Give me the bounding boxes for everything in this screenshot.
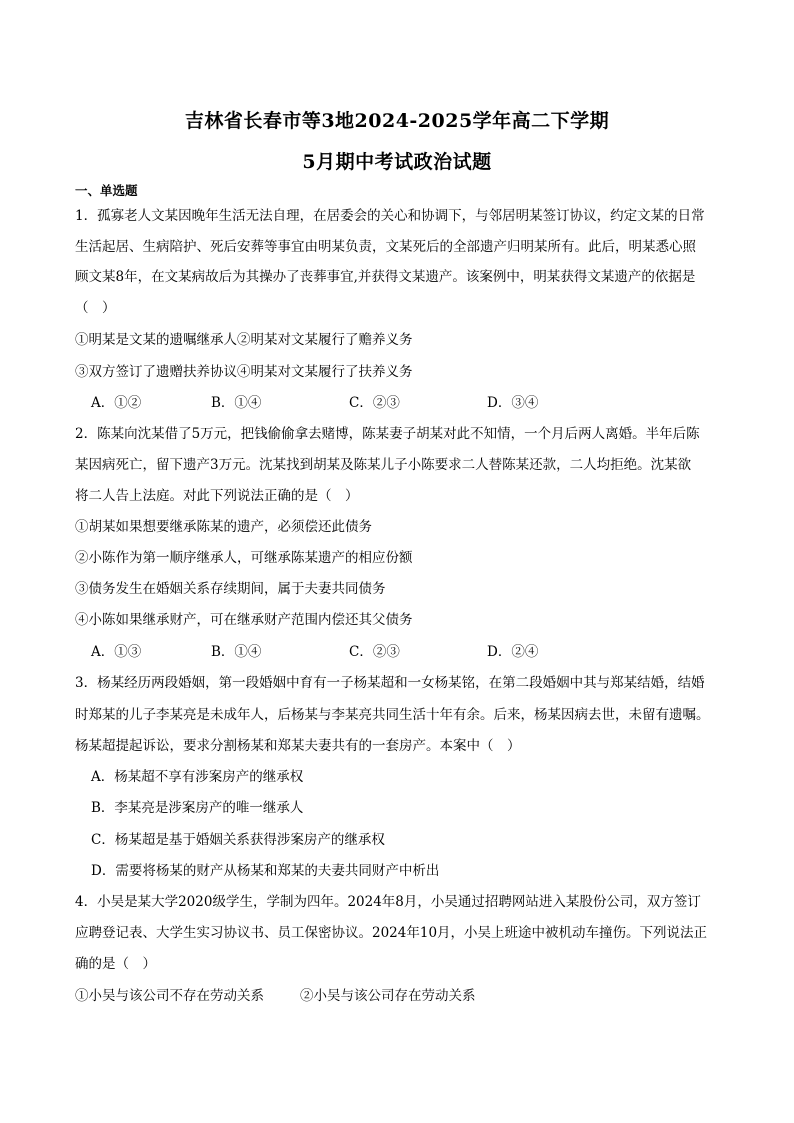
q1-stem-line: 顾文某8年，在文某病故后为其操办了丧葬事宜,并获得文某遗产。该案例中，明某获得文某遗产的依据是: [75, 269, 696, 285]
q1-option-c[interactable]: C．②③: [349, 395, 400, 411]
q2-stem-line: 某因病死亡，留下遗产3万元。沈某找到胡某及陈某儿子小陈要求二人替陈某还款，二人均拒绝。沈某欲: [75, 457, 692, 473]
q4-stem-line: 确的是（ ）: [75, 956, 156, 972]
q4-statement: ②小吴与该公司存在劳动关系: [300, 988, 476, 1004]
q3-option-a[interactable]: A．杨某超不享有涉案房产的继承权: [91, 769, 304, 785]
page-subtitle: 5月期中考试政治试题: [302, 151, 492, 173]
q4-stem-line: 4．小吴是某大学2020级学生，学制为四年。2024年8月，小吴通过招聘网站进入某股份公司，双方签订: [75, 894, 701, 910]
q2-option-b[interactable]: B．①④: [211, 644, 262, 660]
q3-option-d[interactable]: D．需要将杨某的财产从杨某和郑某的夫妻共同财产中析出: [91, 863, 440, 879]
q1-option-d[interactable]: D．③④: [487, 395, 539, 411]
q2-statement: ④小陈如果继承财产，可在继承财产范围内偿还其父债务: [75, 612, 413, 628]
q3-option-b[interactable]: B．李某亮是涉案房产的唯一继承人: [91, 800, 304, 816]
q3-stem-line: 时郑某的儿子李某亮是未成年人，后杨某与李某亮共同生活十年有余。后来，杨某因病去世，未留有遗嘱。: [75, 707, 710, 723]
q2-statement: ②小陈作为第一顺序继承人，可继承陈某遗产的相应份额: [75, 550, 413, 566]
section-heading: 一、单选题: [75, 183, 138, 198]
q1-statement: ③双方签订了遗赠扶养协议④明某对文某履行了扶养义务: [75, 364, 413, 380]
q2-statement: ③债务发生在婚姻关系存续期间，属于夫妻共同债务: [75, 581, 386, 597]
q1-statement: ①明某是文某的遗嘱继承人②明某对文某履行了赡养义务: [75, 332, 413, 348]
q2-statement: ①胡某如果想要继承陈某的遗产，必须偿还此债务: [75, 519, 372, 535]
q3-option-c[interactable]: C．杨某超是基于婚姻关系获得涉案房产的继承权: [91, 832, 385, 848]
q3-stem-line: 3．杨某经历两段婚姻，第一段婚姻中育有一子杨某超和一女杨某铭，在第二段婚姻中其与郑某结婚，结婚: [75, 675, 705, 691]
q3-stem-line: 杨某超提起诉讼，要求分割杨某和郑某夫妻共有的一套房产。本案中（ ）: [75, 738, 521, 754]
q2-stem-line: 2．陈某向沈某借了5万元，把钱偷偷拿去赌博，陈某妻子胡某对此不知情，一个月后两人离婚。半年后陈: [75, 426, 700, 442]
q4-stem-line: 应聘登记表、大学生实习协议书、员工保密协议。2024年10月，小吴上班途中被机动车撞伤。下列说法正: [75, 925, 708, 941]
q2-option-d[interactable]: D．②④: [487, 644, 539, 660]
q1-stem-line: 1．孤寡老人文某因晚年生活无法自理，在居委会的关心和协调下，与邻居明某签订协议，约定文某的日常: [75, 208, 705, 224]
q2-option-a[interactable]: A．①③: [91, 644, 142, 660]
page-title: 吉林省长春市等3地2024-2025学年高二下学期: [184, 110, 610, 132]
q1-option-a[interactable]: A．①②: [91, 395, 142, 411]
q2-option-c[interactable]: C．②③: [349, 644, 400, 660]
q1-option-b[interactable]: B．①④: [211, 395, 262, 411]
q4-statement: ①小吴与该公司不存在劳动关系: [75, 988, 264, 1004]
q1-stem-line: 生活起居、生病陪护、死后安葬等事宜由明某负责，文某死后的全部遗产归明某所有。此后，明某悉心照: [75, 239, 696, 255]
q2-stem-line: 将二人告上法庭。对此下列说法正确的是（ ）: [75, 488, 359, 504]
q1-stem-line: （ ）: [75, 300, 116, 316]
